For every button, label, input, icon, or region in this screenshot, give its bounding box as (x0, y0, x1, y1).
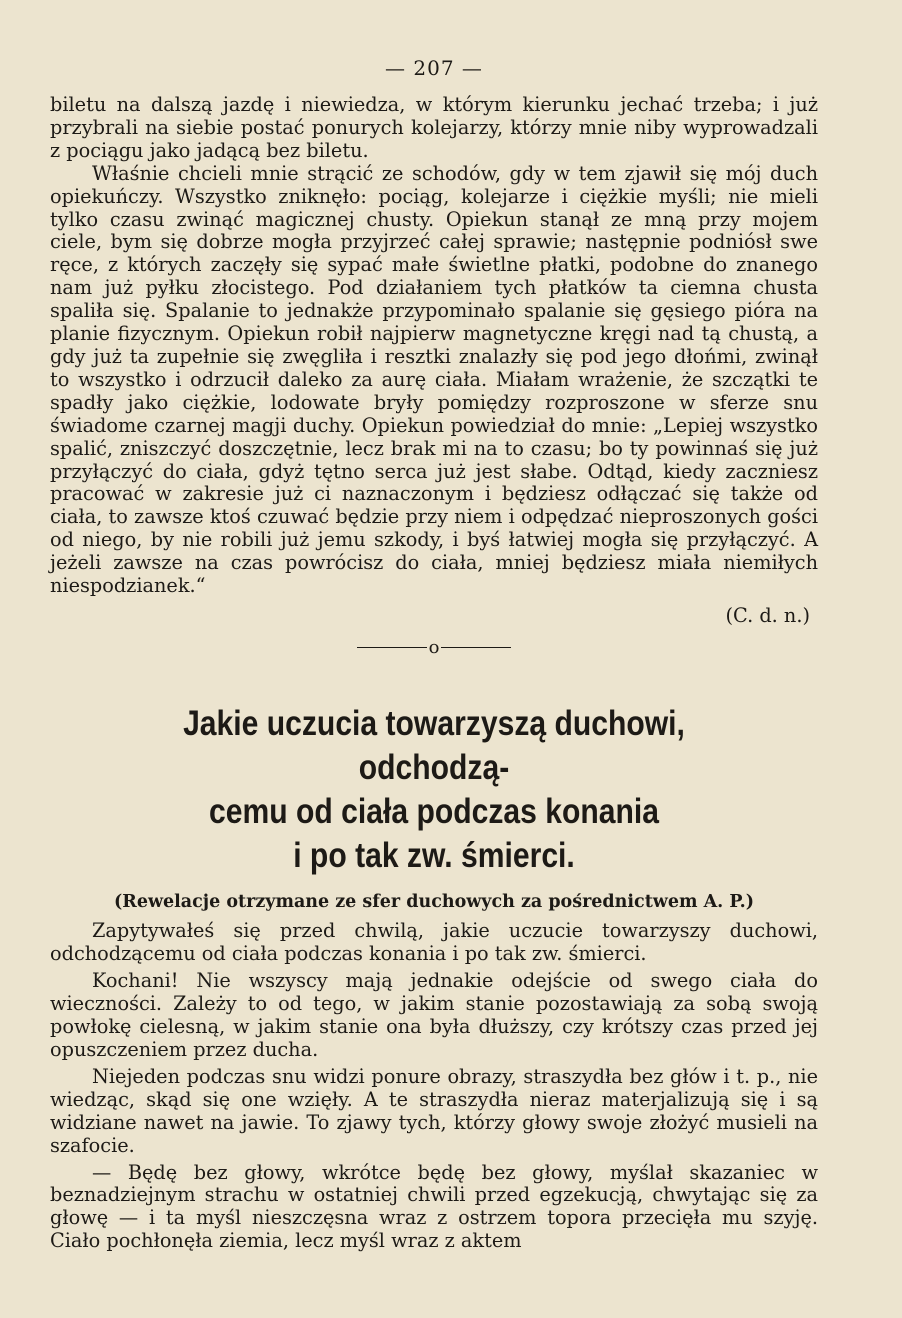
paragraph-spirit-guardian: Właśnie chcieli mnie strącić ze schodów, gdy w tem zjawił się mój duch opiekuńczy. Wszystko zniknęło: pociąg, kolejarze i ciężkie myśli; nie mieli tylko czasu zwinąć magicznej chusty. Opiekun stanął ze mną przy mojem ciele, bym się dobrze mogła przyjrzeć całej sprawie; następnie podniósł swe ręce, z których zaczęły się sypać małe świetlne płatki, podobne do znanego nam już pyłku złocistego. Pod działaniem tych płatków ta ciemna chusta spaliła się. Spalanie to jednakże przypominało spalanie się gęsiego pióra na planie fizycznym. Opiekun robił najpierw magnetyczne kręgi nad tą chustą, a gdy już ta zupełnie się zwęgliła i resztki znalazły się pod jego dłońmi, zwinął to wszystko i odrzucił daleko za aurę ciała. Miałam wrażenie, że szczątki te spadły jako ciężkie, lodowate bryły pomiędzy rozproszone w sferze snu świadome czarnej magji duchy. Opiekun powiedział do mnie: „Lepiej wszystko spalić, zniszczyć doszczętnie, lecz brak mi na to czasu; bo ty powinnaś się już przyłączyć do ciała, gdyż tętno serca już jest słabe. Odtąd, kiedy zaczniesz pracować w zakresie już ci naznaczonym i będziesz odłączać się także od ciała, to zawsze ktoś czuwać będzie przy niem i odpędzać nieproszonych gości od niego, by nie robili już jemu szkody, i byś łatwiej mogła się przyłączyć. A jeżeli zawsze na czas powrócisz do ciała, mniej będziesz miała niemiłych niespodzianek.“ (50, 161, 818, 598)
article-paragraph: — Będę bez głowy, wkrótce będę bez głowy, myślał skazaniec w beznadziejnym strachu w ostatniej chwili przed egzekucją, chwytając się za głowę — i ta myśl nieszczęsna wraz z ostrzem topora przecięła mu szyję. Ciało pochłonęła ziemia, lecz myśl wraz z aktem (50, 1160, 818, 1253)
article-title (104, 702, 764, 878)
page-number: — 207 — (385, 56, 483, 80)
article-subtitle: (Rewelacje otrzymane ze sfer duchowych za pośrednictwem A. P.) (114, 892, 754, 913)
paragraph-continued: biletu na dalszą jazdę i niewiedza, w którym kierunku jechać trzeba; i już przybrali na siebie postać ponurych kolejarzy, którzy mnie niby wyprowadzali z pociągu jako jadącą bez biletu. (50, 93, 818, 162)
article-title-line: cemu od ciała podczas konania (209, 792, 659, 832)
article-paragraph: Niejeden podczas snu widzi ponure obrazy, straszydła bez głów i t. p., nie wiedząc, skąd się one wzięły. A te straszydła nieraz materjalizują się i są widziane nawet na jawie. To zjawy tych, którzy głowy swoje złożyć musieli na szafocie. (50, 1064, 818, 1157)
article-title-line: Jakie uczucia towarzyszą duchowi, odchodzą- (183, 704, 685, 788)
to-be-continued-note: (C. d. n.) (725, 603, 810, 627)
article-title-line: i po tak zw. śmierci. (293, 836, 575, 876)
article-paragraph: Zapytywałeś się przed chwilą, jakie uczucie towarzyszy duchowi, odchodzącemu od ciała podczas konania i po tak zw. śmierci. (50, 919, 818, 966)
separator-rule-left (357, 647, 427, 648)
section-separator (50, 637, 818, 659)
separator-mark: o (428, 637, 440, 659)
separator-rule-right (441, 647, 511, 648)
article-paragraph: Kochani! Nie wszyscy mają jednakie odejście od swego ciała do wieczności. Zależy to od tego, w jakim stanie pozostawiają za sobą swoją powłokę cielesną, w jakim stanie ona była dłuższy, czy krótszy czas przed jej opuszczeniem przez ducha. (50, 969, 818, 1061)
